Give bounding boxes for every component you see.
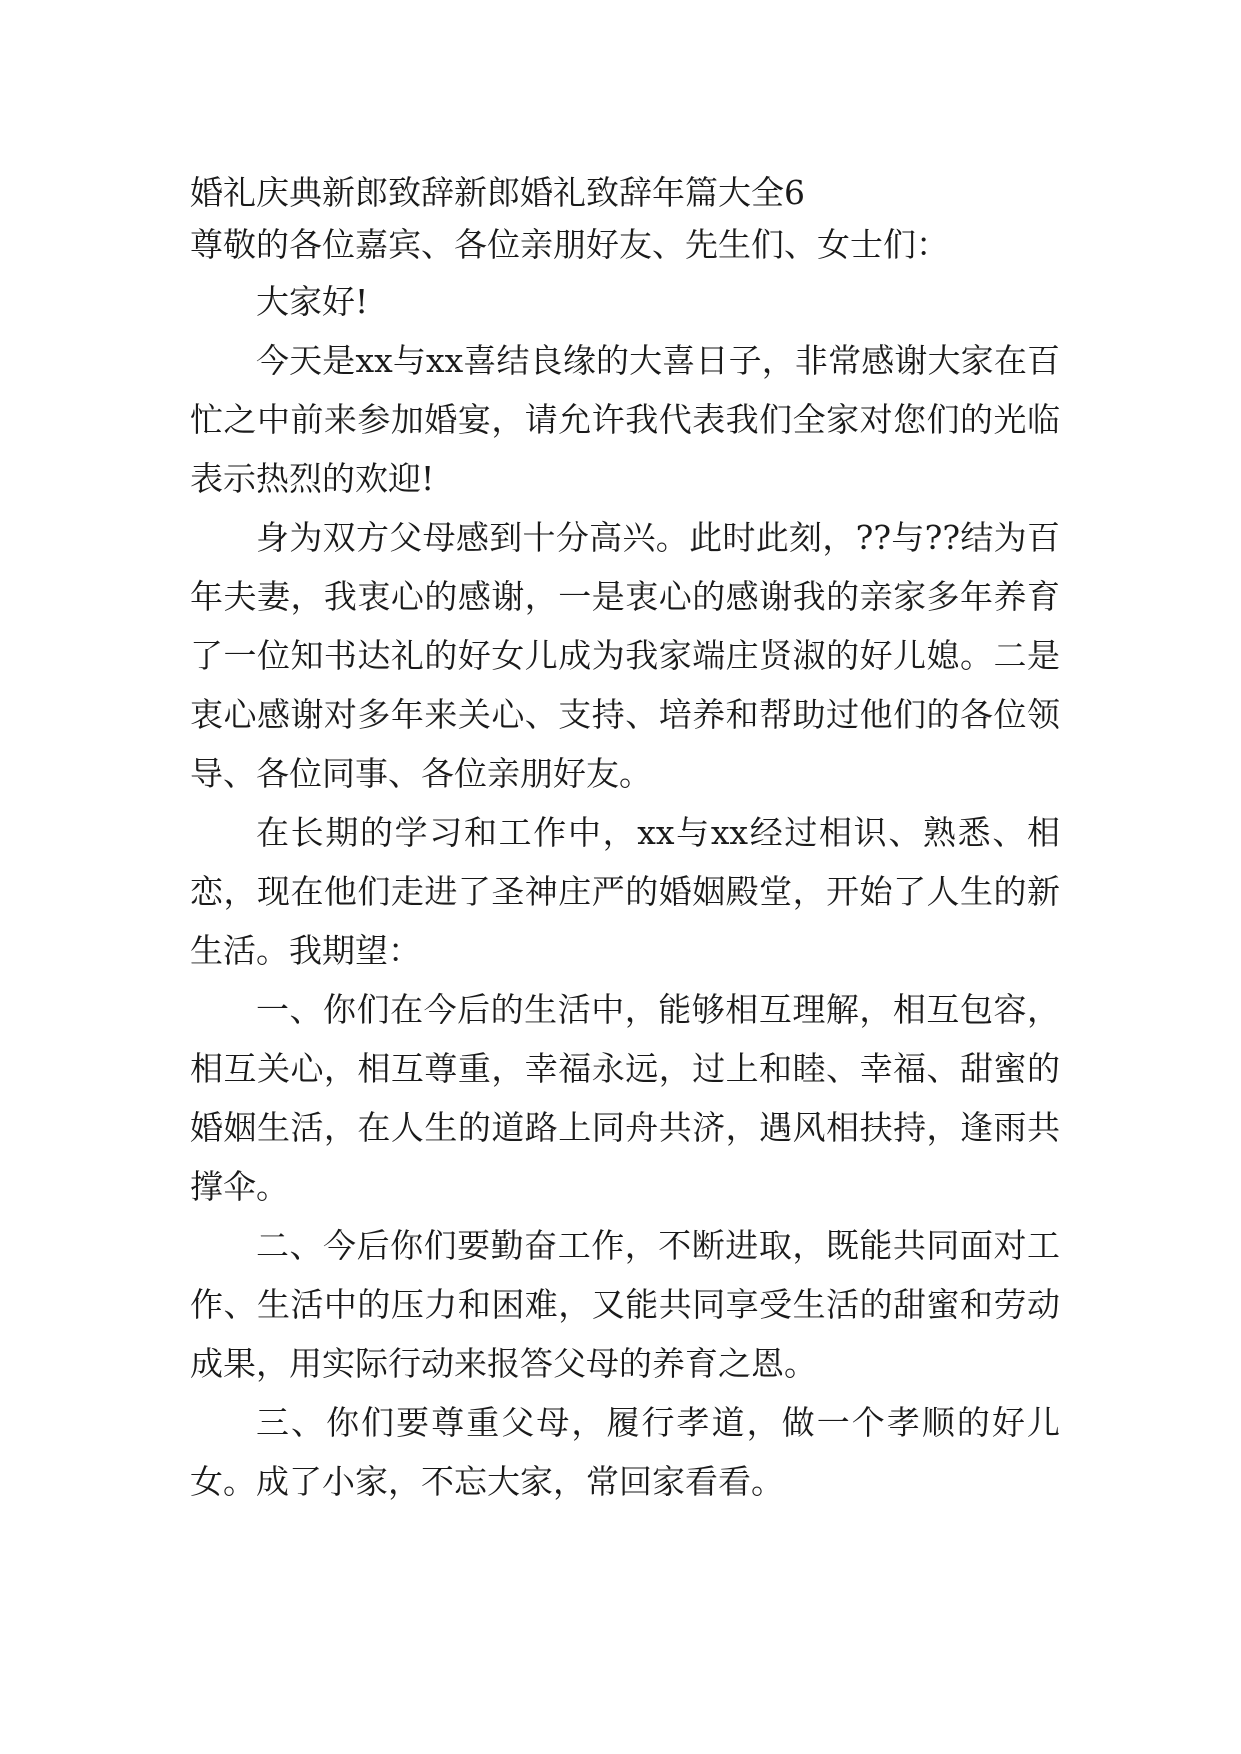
paragraph-expectation: 在长期的学习和工作中，xx与xx经过相识、熟悉、相恋，现在他们走进了圣神庄严的婚姻殿堂，开始了人生的新生活。我期望： [190,813,1060,970]
paragraph-greeting: 大家好! [256,282,369,321]
paragraph-thanks: 身为双方父母感到十分高兴。此时此刻，??与??结为百年夫妻，我衷心的感谢，一是衷心的感谢我的亲家多年养育了一位知书达礼的好女儿成为我家端庄贤淑的好儿媳。二是衷心感谢对多年来关心、支持、培养和帮助过他们的各位领导、各位同事、各位亲朋好友。 [190,518,1060,793]
paragraph-wish-three: 三、你们要尊重父母，履行孝道，做一个孝顺的好儿女。成了小家，不忘大家，常回家看看。 [190,1403,1060,1501]
paragraph-wish-one: 一、你们在今后的生活中，能够相互理解，相互包容，相互关心，相互尊重，幸福永远，过上和睦、幸福、甜蜜的婚姻生活，在人生的道路上同舟共济，遇风相扶持，逢雨共撑伞。 [190,990,1060,1206]
paragraph-welcome: 今天是xx与xx喜结良缘的大喜日子，非常感谢大家在百忙之中前来参加婚宴，请允许我代表我们全家对您们的光临表示热烈的欢迎! [190,341,1060,498]
paragraph-wish-two: 二、今后你们要勤奋工作，不断进取，既能共同面对工作、生活中的压力和困难，又能共同享受生活的甜蜜和劳动成果，用实际行动来报答父母的养育之恩。 [190,1226,1060,1383]
salutation-line: 尊敬的各位嘉宾、各位亲朋好友、先生们、女士们： [190,225,949,264]
document-title: 婚礼庆典新郎致辞新郎婚礼致辞年篇大全6 [190,173,805,212]
document-body [190,168,1060,1511]
